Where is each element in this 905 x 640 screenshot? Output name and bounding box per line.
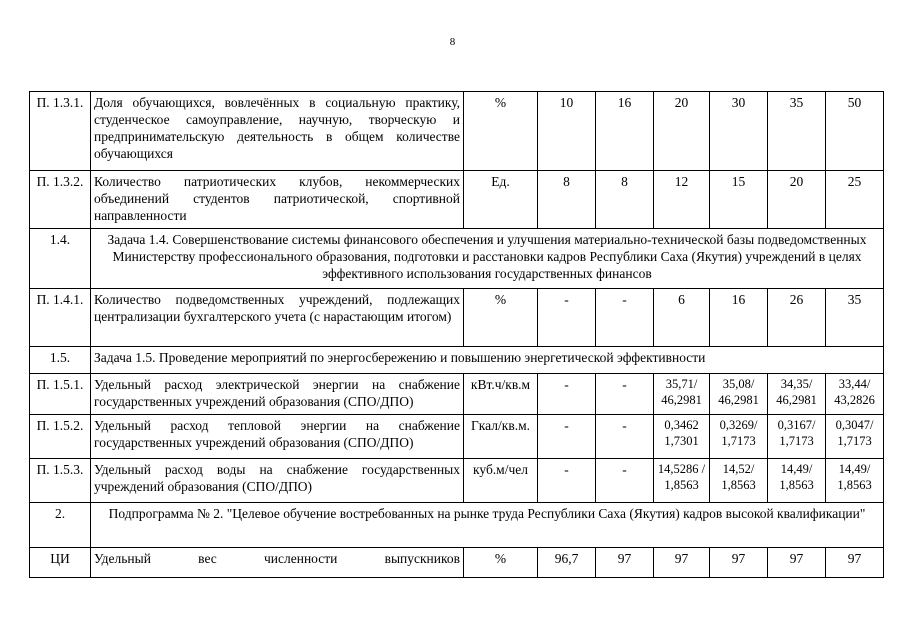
value-cell: - [596,374,654,415]
row-text: Доля обучающихся, вовлечённых в социальную практику, студенческое самоуправление, научную, творческую и предпринимательскую деятельность в общем количестве обучающихся [91,92,464,171]
row-code: 1.5. [30,347,91,374]
table-row [30,374,884,415]
row-unit: куб.м/чел [464,459,538,503]
row-code: ЦИ [30,548,91,578]
value-cell: 8 [596,171,654,229]
value-cell: 14,49/ 1,8563 [768,459,826,503]
value-cell: - [596,459,654,503]
value-cell: 34,35/ 46,2981 [768,374,826,415]
value-cell: 20 [654,92,710,171]
value-cell: 26 [768,289,826,347]
task-row [30,229,884,289]
value-cell: - [538,289,596,347]
value-cell: 35 [768,92,826,171]
row-unit: Гкал/кв.м. [464,415,538,459]
row-code: П. 1.5.1. [30,374,91,415]
row-code: П. 1.5.3. [30,459,91,503]
row-text: Удельный расход тепловой энергии на снабжение государственных учреждений образования (СПО/ДПО) [91,415,464,459]
value-cell: 35,08/ 46,2981 [710,374,768,415]
table-row [30,92,884,171]
task-heading: Задача 1.5. Проведение мероприятий по энергосбережению и повышению энергетической эффективности [91,347,884,374]
value-cell: 10 [538,92,596,171]
table-row [30,289,884,347]
table-row [30,548,884,578]
row-code: 1.4. [30,229,91,289]
value-cell: - [538,415,596,459]
row-text: Количество подведомственных учреждений, подлежащих централизации бухгалтерского учета (с нарастающим итогом) [91,289,464,347]
value-cell: - [538,459,596,503]
value-cell: 14,52/ 1,8563 [710,459,768,503]
value-cell: - [596,289,654,347]
row-unit: Ед. [464,171,538,229]
row-code: 2. [30,503,91,548]
table-row [30,171,884,229]
row-code: П. 1.3.1. [30,92,91,171]
task-row [30,503,884,548]
task-heading: Задача 1.4. Совершенствование системы финансового обеспечения и улучшения материально-технической базы подведомственных Министерству профессионального образования, подготовки и расстановки кадров Республики Саха (Якутия) учреждений в целях эффективного использования государственных финансов [91,229,884,289]
value-cell: 8 [538,171,596,229]
row-text: Удельный расход электрической энергии на снабжение государственных учреждений образования (СПО/ДПО) [91,374,464,415]
value-cell: 16 [710,289,768,347]
value-cell: 35,71/ 46,2981 [654,374,710,415]
value-cell: 0,3462 1,7301 [654,415,710,459]
value-cell: 14,5286 / 1,8563 [654,459,710,503]
indicators-table [29,91,884,578]
row-unit: % [464,92,538,171]
page-number: 8 [449,36,456,48]
row-unit: кВт.ч/кв.м [464,374,538,415]
task-row [30,347,884,374]
row-text: Удельный расход воды на снабжение государственных учреждений образования (СПО/ДПО) [91,459,464,503]
value-cell: 6 [654,289,710,347]
row-code: П. 1.3.2. [30,171,91,229]
table-row [30,415,884,459]
value-cell: - [596,415,654,459]
value-cell: 30 [710,92,768,171]
value-cell: 0,3047/ 1,7173 [826,415,884,459]
value-cell: 97 [596,548,654,578]
row-code: П. 1.5.2. [30,415,91,459]
table-row [30,459,884,503]
value-cell: 50 [826,92,884,171]
value-cell: 14,49/ 1,8563 [826,459,884,503]
value-cell: 25 [826,171,884,229]
value-cell: 0,3269/ 1,7173 [710,415,768,459]
value-cell: 97 [710,548,768,578]
value-cell: 35 [826,289,884,347]
value-cell: 16 [596,92,654,171]
value-cell: - [538,374,596,415]
row-code: П. 1.4.1. [30,289,91,347]
subprogram-heading: Подпрограмма № 2. "Целевое обучение востребованных на рынке труда Республики Саха (Якутия) кадров высокой квалификации" [91,503,884,548]
value-cell: 12 [654,171,710,229]
value-cell: 0,3167/ 1,7173 [768,415,826,459]
row-unit: % [464,289,538,347]
value-cell: 96,7 [538,548,596,578]
value-cell: 97 [654,548,710,578]
value-cell: 97 [768,548,826,578]
row-unit: % [464,548,538,578]
value-cell: 33,44/ 43,2826 [826,374,884,415]
row-text: Удельный вес численности выпускников [91,548,464,578]
value-cell: 15 [710,171,768,229]
row-text: Количество патриотических клубов, некоммерческих объединений студентов патриотической, спортивной направленности [91,171,464,229]
value-cell: 97 [826,548,884,578]
value-cell: 20 [768,171,826,229]
